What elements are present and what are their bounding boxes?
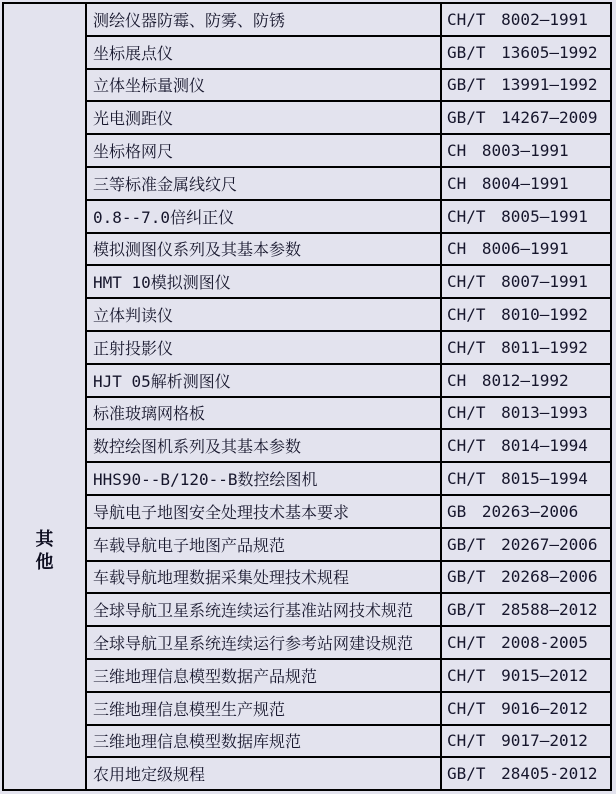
standard-name-cell: 立体坐标量测仪 xyxy=(87,70,442,101)
standard-name-cell: HHS90--B/120--B数控绘图机 xyxy=(87,463,442,494)
standard-name-cell: 测绘仪器防霉、防雾、防锈 xyxy=(87,4,442,35)
standard-name-cell: 坐标格网尺 xyxy=(87,135,442,166)
standard-name-cell: 0.8--7.0倍纠正仪 xyxy=(87,201,442,232)
table-row xyxy=(87,627,610,660)
standard-name-cell: 标准玻璃网格板 xyxy=(87,398,442,429)
standard-name-cell: 三维地理信息模型数据产品规范 xyxy=(87,660,442,691)
standards-rows xyxy=(87,4,610,789)
standard-code-cell: CH/T 8007—1991 xyxy=(447,272,588,292)
standard-code-cell: GB/T 28588—2012 xyxy=(447,600,598,620)
standard-name-cell: 全球导航卫星系统连续运行参考站网建设规范 xyxy=(87,627,442,658)
standard-name-cell: 农用地定级规程 xyxy=(87,758,442,789)
table-row xyxy=(87,266,610,299)
standard-name-cell: 导航电子地图安全处理技术基本要求 xyxy=(87,496,442,527)
table-row xyxy=(87,201,610,234)
standard-code-cell: CH/T 8011—1992 xyxy=(447,337,588,357)
table-row xyxy=(87,102,610,135)
table-row xyxy=(87,365,610,398)
table-row xyxy=(87,496,610,529)
standard-name-cell: 三维地理信息模型生产规范 xyxy=(87,693,442,724)
table-row xyxy=(87,660,610,693)
table-row xyxy=(87,758,610,789)
table-row xyxy=(87,135,610,168)
standard-name-cell: 三维地理信息模型数据库规范 xyxy=(87,726,442,757)
standard-code-cell: CH/T 2008-2005 xyxy=(447,633,588,653)
standard-name-cell: 立体判读仪 xyxy=(87,299,442,330)
standard-code-cell: GB/T 14267—2009 xyxy=(447,108,598,128)
table-row xyxy=(87,4,610,37)
standard-name-cell: 坐标展点仪 xyxy=(87,37,442,68)
table-row xyxy=(87,726,610,759)
standard-code-cell: GB/T 20267—2006 xyxy=(447,534,598,554)
standard-code-cell: CH 8006—1991 xyxy=(447,239,569,259)
table-row xyxy=(87,70,610,103)
table-row xyxy=(87,398,610,431)
standard-code-cell: CH/T 8002—1991 xyxy=(447,9,588,29)
standard-code-cell: GB/T 20268—2006 xyxy=(447,567,598,587)
standard-code-cell: CH 8004—1991 xyxy=(447,173,569,193)
standard-code-cell: GB 20263—2006 xyxy=(447,501,579,521)
standard-code-cell: GB/T 13605—1992 xyxy=(447,42,598,62)
standard-code-cell: CH/T 9017—2012 xyxy=(447,731,588,751)
table-row xyxy=(87,37,610,70)
table-row xyxy=(87,299,610,332)
table-row xyxy=(87,332,610,365)
standard-code-cell: GB/T 28405-2012 xyxy=(447,764,598,784)
standard-code-cell: CH/T 8010—1992 xyxy=(447,305,588,325)
table-row xyxy=(87,693,610,726)
table-row xyxy=(87,234,610,267)
standards-table xyxy=(2,2,612,791)
standard-name-cell: 模拟测图仪系列及其基本参数 xyxy=(87,234,442,265)
standard-code-cell: GB/T 13991—1992 xyxy=(447,75,598,95)
standard-code-cell: CH 8012—1992 xyxy=(447,370,569,390)
standard-name-cell: 车载导航地理数据采集处理技术规程 xyxy=(87,562,442,593)
table-row xyxy=(87,529,610,562)
table-row xyxy=(87,594,610,627)
standard-code-cell: CH/T 8014—1994 xyxy=(447,436,588,456)
table-row xyxy=(87,430,610,463)
table-row xyxy=(87,463,610,496)
standard-name-cell: 全球导航卫星系统连续运行基准站网技术规范 xyxy=(87,594,442,625)
standard-name-cell: 正射投影仪 xyxy=(87,332,442,363)
standard-code-cell: CH/T 8013—1993 xyxy=(447,403,588,423)
standard-name-cell: HJT 05解析测图仪 xyxy=(87,365,442,396)
category-cell xyxy=(4,4,87,789)
standard-name-cell: 光电测距仪 xyxy=(87,102,442,133)
standard-name-cell: HMT 10模拟测图仪 xyxy=(87,266,442,297)
standard-code-cell: CH/T 9016—2012 xyxy=(447,698,588,718)
standard-name-cell: 数控绘图机系列及其基本参数 xyxy=(87,430,442,461)
category-label: 其他 xyxy=(35,529,54,572)
standard-name-cell: 车载导航电子地图产品规范 xyxy=(87,529,442,560)
standard-code-cell: CH 8003—1991 xyxy=(447,141,569,161)
standard-code-cell: CH/T 9015—2012 xyxy=(447,665,588,685)
table-row xyxy=(87,168,610,201)
standard-code-cell: CH/T 8015—1994 xyxy=(447,469,588,489)
standard-name-cell: 三等标准金属线纹尺 xyxy=(87,168,442,199)
standard-code-cell: CH/T 8005—1991 xyxy=(447,206,588,226)
table-row xyxy=(87,562,610,595)
